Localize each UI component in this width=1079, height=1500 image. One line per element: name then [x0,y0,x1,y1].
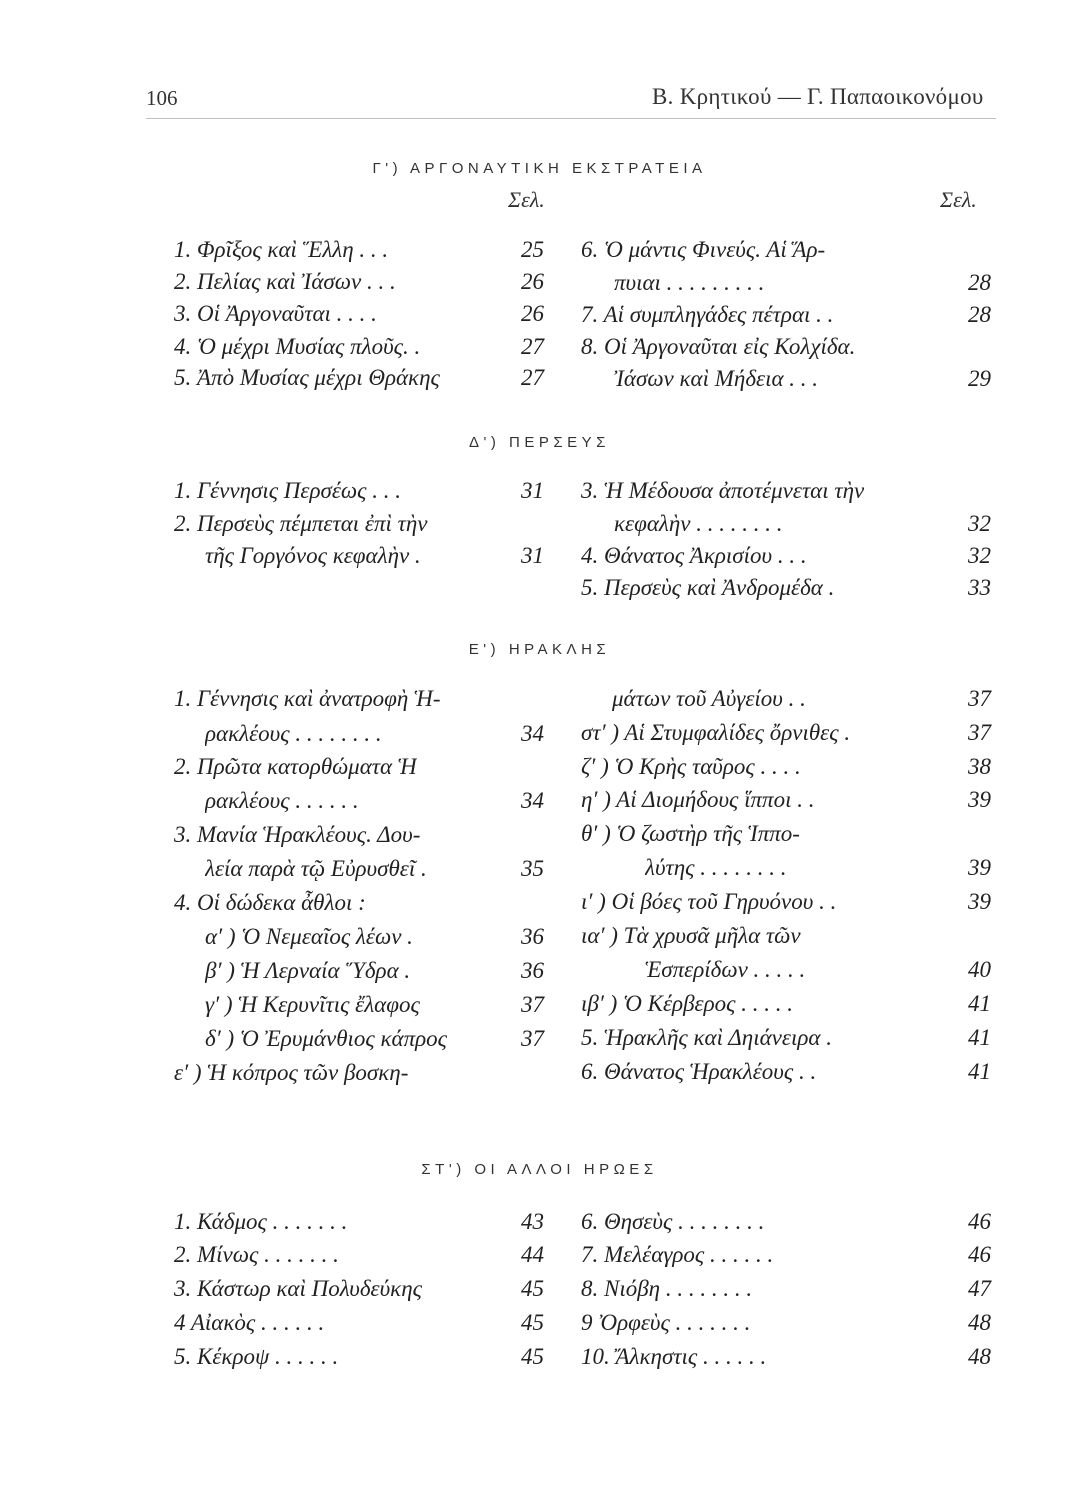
entry-title: 2. Πελίας καὶ Ἰάσων . . . [174,269,396,294]
entry-page: 36 [521,924,544,949]
entry-page: 41 [968,991,991,1016]
entry-title: 4 Αἰακὸς . . . . . . [174,1310,325,1335]
entry-page: 37 [521,992,544,1017]
toc-entry [581,270,991,300]
entry-page: 45 [521,1344,544,1369]
entry-title: 7. Αἱ συμπληγάδες πέτραι . . [581,302,834,327]
toc-entry [174,754,544,784]
entry-page: 39 [968,889,991,914]
toc-entry [174,1344,544,1374]
entry-title: Ἰάσων καὶ Μήδεια . . . [614,366,819,391]
section-title-alloi-iroes: ΣΤ') ΟΙ ΑΛΛΟΙ ΗΡΩΕΣ [421,1161,658,1178]
entry-title: 3. Οἱ Ἀργοναῦται . . . . [174,301,377,326]
entry-title: στ′ ) Αἱ Στυμφαλίδες ὄρνιθες . [581,720,851,745]
toc-entry [581,754,991,784]
toc-entry [174,788,544,818]
toc-entry [174,992,544,1022]
toc-entry [581,991,991,1021]
entry-title: 9 Ὀρφεὺς . . . . . . . [581,1310,751,1335]
toc-entry [581,1209,991,1239]
toc-entry [581,889,991,919]
toc-entry [174,334,544,364]
toc-entry [174,1060,544,1090]
entry-page: 27 [521,365,544,390]
toc-entry [581,478,991,508]
entry-title: 4. Ὁ μέχρι Μυσίας πλοῦς. . [174,334,421,359]
entry-page: 43 [521,1209,544,1234]
toc-entry [581,575,991,605]
toc-entry [174,924,544,954]
entry-page: 31 [521,543,544,568]
entry-title: τῆς Γοργόνος κεφαλὴν . [205,543,421,568]
entry-page: 28 [968,270,991,295]
toc-entry [174,686,544,716]
toc-entry [174,365,544,395]
toc-entry [581,334,991,364]
entry-title: 1. Φρῖξος καὶ Ἕλλη . . . [174,237,389,262]
toc-entry [581,1059,991,1089]
header-rule [146,118,996,119]
entry-page: 45 [521,1310,544,1335]
entry-title: ι′ ) Οἱ βόες τοῦ Γηρυόνου . . [581,889,837,914]
entry-page: 45 [521,1276,544,1301]
toc-entry [174,301,544,331]
entry-page: 41 [968,1025,991,1050]
toc-entry [174,511,544,541]
entry-title: 5. Περσεὺς καὶ Ἀνδρομέδα . [581,575,835,600]
toc-entry [174,856,544,886]
entry-title: 7. Μελέαγρος . . . . . . [581,1242,774,1267]
entry-page: 48 [968,1310,991,1335]
page-header [0,0,1079,130]
entry-title: 4. Θάνατος Ἀκρισίου . . . [581,543,807,568]
entry-title: 1. Γέννησις καὶ ἀνατροφὴ Ἡ- [174,686,441,711]
entry-title: ζ′ ) Ὁ Κρὴς ταῦρος . . . . [581,754,801,779]
toc-entry [581,1276,991,1306]
running-title: Β. Κρητικού — Γ. Παπαοικονόμου [652,84,984,109]
entry-title: 3. Κάστωρ καὶ Πολυδεύκης [174,1276,422,1301]
entry-title: 2. Μίνως . . . . . . . [174,1242,339,1267]
column-head-right: Σελ. [940,187,977,212]
entry-page: 37 [968,686,991,711]
toc-entry [581,821,991,851]
entry-page: 46 [968,1209,991,1234]
entry-title: 3. Ἡ Μέδουσα ἀποτέμνεται τὴν [581,478,865,503]
toc-entry [581,923,991,953]
toc-entry [581,1310,991,1340]
toc-entry [581,543,991,573]
toc-entry [581,1344,991,1374]
entry-page: 37 [521,1026,544,1051]
entry-page: 31 [521,478,544,503]
entry-title: 5. Κέκροψ . . . . . . [174,1344,339,1369]
toc-entry [581,511,991,541]
entry-title: 2. Πρῶτα κατορθώματα Ἡ [174,754,417,779]
toc-entry [581,686,991,716]
entry-page: 27 [521,334,544,359]
toc-entry [581,1242,991,1272]
toc-entry [174,1242,544,1272]
entry-title: 5. Ἀπὸ Μυσίας μέχρι Θράκης [174,365,440,390]
entry-page: 41 [968,1059,991,1084]
entry-page: 35 [521,856,544,881]
page-number: 106 [146,86,178,110]
entry-title: α′ ) Ὁ Νεμεαῖος λέων . [205,924,413,949]
toc-entry [581,787,991,817]
entry-title: λύτης . . . . . . . . [645,855,787,880]
entry-page: 46 [968,1242,991,1267]
toc-entry [174,478,544,508]
entry-title: 2. Περσεὺς πέμπεται ἐπὶ τὴν [174,511,428,536]
entry-title: λεία παρὰ τῷ Εὐρυσθεῖ . [205,856,427,881]
entry-title: 6. Θησεὺς . . . . . . . . [581,1209,765,1234]
entry-page: 48 [968,1344,991,1369]
entry-title: δ′ ) Ὁ Ἐρυμάνθιος κάπρος [205,1026,447,1051]
column-head-left: Σελ. [508,187,545,212]
entry-title: πυιαι . . . . . . . . . [614,270,765,295]
entry-title: 4. Οἱ δώδεκα ἆθλοι : [174,890,366,915]
entry-page: 28 [968,302,991,327]
entry-page: 34 [521,721,544,746]
entry-page: 33 [968,575,991,600]
entry-page: 39 [968,787,991,812]
toc-entry [174,1026,544,1056]
entry-page: 32 [968,511,991,536]
toc-entry [174,1276,544,1306]
toc-entry [174,958,544,988]
entry-title: 1. Γέννησις Περσέως . . . [174,478,401,503]
toc-entry [174,1310,544,1340]
entry-title: 6. Θάνατος Ἡρακλέους . . [581,1059,817,1084]
entry-page: 40 [968,957,991,982]
entry-title: Ἑσπερίδων . . . . . [645,957,806,982]
entry-page: 38 [968,754,991,779]
entry-title: 8. Νιόβη . . . . . . . . [581,1276,753,1301]
entry-page: 25 [521,237,544,262]
entry-title: 6. Ὁ μάντις Φινεύς. Αἱ Ἅρ- [581,237,826,262]
toc-entry [581,366,991,396]
entry-page: 32 [968,543,991,568]
entry-page: 36 [521,958,544,983]
section-title-iraklis: Ε') ΗΡΑΚΛΗΣ [468,641,611,658]
toc-entry [581,302,991,332]
entry-page: 37 [968,720,991,745]
entry-page: 26 [521,269,544,294]
entry-title: ε′ ) Ἡ κόπρος τῶν βοσκη- [174,1060,409,1085]
toc-entry [174,237,544,267]
section-title-argonautiki: Γ') ΑΡΓΟΝΑΥΤΙΚΗ ΕΚΣΤΡΑΤΕΙΑ [372,160,707,177]
entry-title: ρακλέους . . . . . . [205,788,359,813]
toc-entry [174,543,544,573]
entry-title: 10. Ἄλκηστις . . . . . . [581,1344,767,1369]
entry-page: 29 [968,366,991,391]
entry-page: 44 [521,1242,544,1267]
entry-page: 39 [968,855,991,880]
entry-title: ιβ′ ) Ὁ Κέρβερος . . . . . [581,991,793,1016]
entry-page: 47 [968,1276,991,1301]
entry-title: μάτων τοῦ Αὐγείου . . [612,686,806,711]
entry-title: ια′ ) Τὰ χρυσᾶ μῆλα τῶν [581,923,801,948]
entry-title: β′ ) Ἡ Λερναία Ὕδρα . [205,958,411,983]
toc-entry [581,720,991,750]
entry-title: 1. Κάδμος . . . . . . . [174,1209,348,1234]
entry-title: η′ ) Αἱ Διομήδους ἵπποι . . [581,787,815,812]
toc-entry [581,1025,991,1055]
entry-title: ρακλέους . . . . . . . . [205,721,382,746]
toc-entry [174,269,544,299]
entry-page: 34 [521,788,544,813]
section-title-perseus: Δ') ΠΕΡΣΕΥΣ [469,434,610,451]
entry-title: 8. Οἱ Ἀργοναῦται εἰς Κολχίδα. [581,334,856,359]
toc-entry [174,822,544,852]
toc-entry [581,855,991,885]
entry-title: κεφαλὴν . . . . . . . . [614,511,783,536]
entry-title: 5. Ἡρακλῆς καὶ Δηιάνειρα . [581,1025,832,1050]
entry-page: 26 [521,301,544,326]
toc-entry [174,721,544,751]
toc-entry [581,957,991,987]
toc-entry [174,1209,544,1239]
entry-title: θ′ ) Ὁ ζωστὴρ τῆς Ἱππο- [581,821,800,846]
entry-title: γ′ ) Ἡ Κερυνῖτις ἔλαφος [205,992,420,1017]
entry-title: 3. Μανία Ἡρακλέους. Δου- [174,822,421,847]
toc-entry [174,890,544,920]
toc-entry [581,237,991,267]
